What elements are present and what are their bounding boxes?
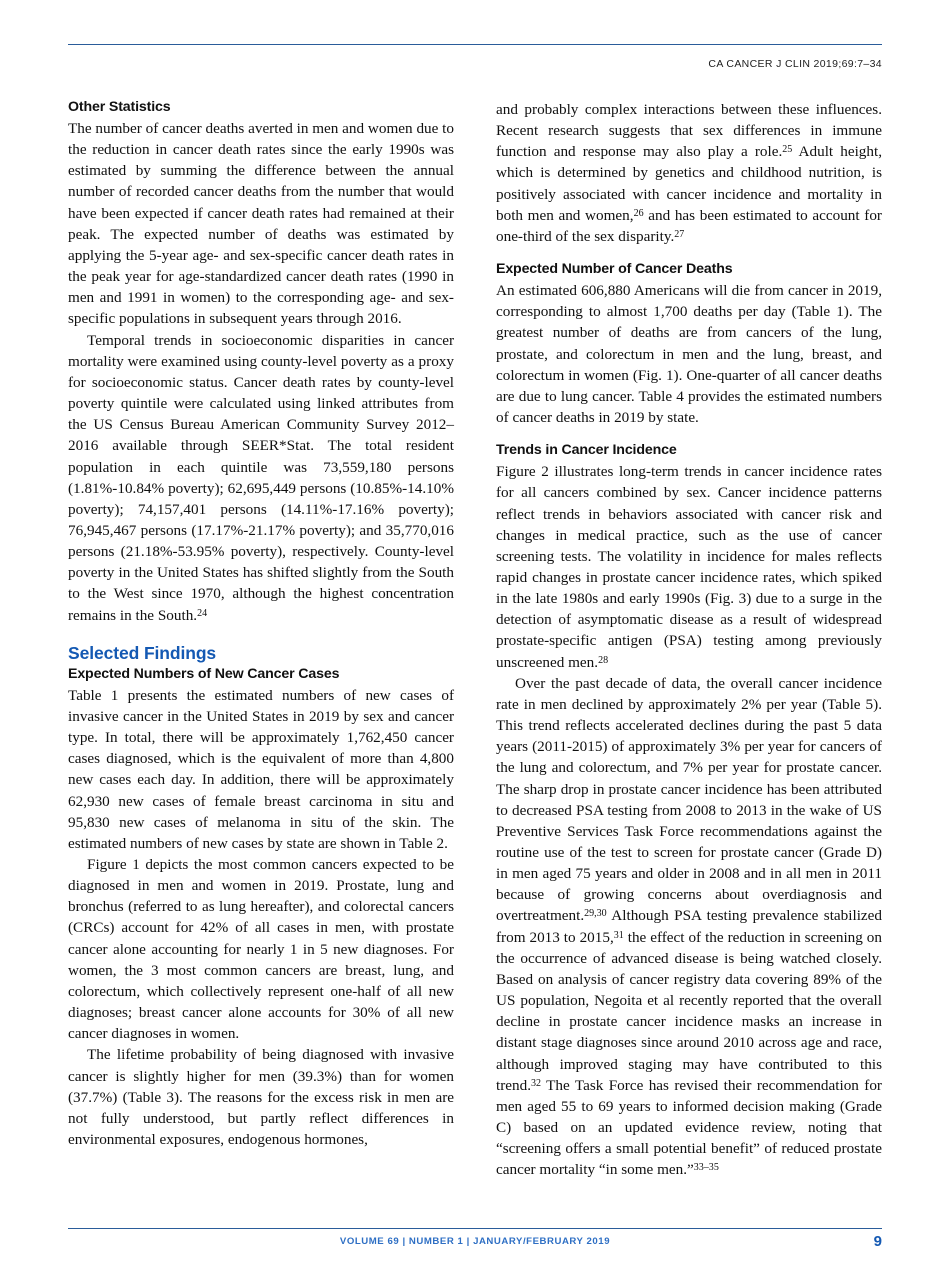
reference-marker: 26 — [633, 207, 644, 219]
reference-marker: 28 — [598, 654, 609, 666]
heading-trends-in-cancer-incidence: Trends in Cancer Incidence — [496, 442, 677, 459]
paragraph-incidence-trends — [496, 461, 882, 673]
page-footer — [68, 1228, 882, 1254]
paragraph-socioeconomic-disparities — [68, 330, 454, 626]
paragraph-text: The lifetime probability of being diagnosed with invasive cancer is slightly higher for men (39.3%) than for women (37.7%) (Table 3). The reasons for the excess risk in men are not fully understood, but partly reflect differences in environmental exposures, endogenous hormones, — [68, 1046, 454, 1149]
running-head-citation: CA CANCER J CLIN 2019;69:7–34 — [708, 58, 882, 70]
paragraph-deaths-averted — [68, 118, 454, 330]
body-columns — [68, 99, 882, 1194]
footer-volume-info: VOLUME 69 | NUMBER 1 | JANUARY/FEBRUARY 2019 — [339, 1236, 611, 1247]
heading-expected-new-cancer-cases: Expected Numbers of New Cancer Cases — [68, 665, 340, 682]
paragraph-past-decade-incidence — [496, 673, 882, 1181]
paragraph-text: Over the past decade of data, the overall cancer incidence rate in men declined by approximately 2% per year (Table 5). This trend reflects accelerated declines during the past 5 data years (2011-2015) of approximately 3% per year for cancers of the lung and colorectum, and 7% per year for prostate cancer. The sharp drop in prostate cancer incidence has been attributed to decreased PSA testing from 2008 to 2013 in the wake of US Preventive Services Task Force recommendations against the routine use of the test to screen for prostate cancer (Grade D) in men aged 75 years and older in 2008 and in all men in 2011 because of growing concerns about overdiagnosis and overtreatment. — [496, 674, 882, 925]
paragraph-lifetime-probability — [68, 1044, 454, 1150]
paragraph-text: The Task Force has revised their recommendation for men aged 55 to 69 years to informed decision making (Grade C) based on an updated evidence review, noting that “screening offers a small potential benefit” of reduced prostate cancer mortality “in some men.” — [496, 1076, 882, 1179]
reference-marker: 31 — [613, 929, 624, 941]
paragraph-table1-new-cases — [68, 685, 454, 854]
reference-marker: 25 — [782, 144, 793, 156]
heading-selected-findings: Selected Findings — [68, 642, 217, 663]
paragraph-expected-deaths — [496, 280, 882, 428]
reference-marker: 24 — [197, 607, 208, 619]
reference-marker: 32 — [531, 1077, 542, 1089]
paragraph-figure1-common-cancers — [68, 854, 454, 1044]
paragraph-text: Figure 1 depicts the most common cancers expected to be diagnosed in men and women in 2019. Prostate, lung and bronchus (referred to as lung hereafter), and colorectal cancers (CRCs) account for 42% of all cases in men, with prostate cancer alone accounting for nearly 1 in 5 new diagnoses. For women, the 3 most common cancers are breast, lung, and colorectum, which collectively represent one-half of all new diagnoses; breast cancer alone accounts for 30% of all new cancer diagnoses in women. — [68, 856, 454, 1043]
heading-other-statistics: Other Statistics — [68, 99, 171, 115]
running-head — [68, 44, 882, 72]
paragraph-text: Adult height, which is determined by genetics and childhood nutrition, is positively associated with cancer incidence and mortality in both men and women, — [496, 143, 883, 224]
paragraph-sex-differences-continued — [496, 99, 882, 247]
footer-page-number: 9 — [873, 1233, 882, 1250]
reference-marker: 33–35 — [693, 1162, 719, 1174]
paragraph-text: and probably complex interactions between these influences. Recent research suggests that sex differences in immune function and response may also play a role. — [496, 101, 882, 161]
paragraph-text: Temporal trends in socioeconomic disparities in cancer mortality were examined using county-level poverty as a proxy for socioeconomic status. Cancer death rates by county-level poverty quintile were calculated using linked attributes from the US Census Bureau American Community Survey 2012–2016 available through SEER*Stat. The total resident population in each quintile was 73,559,180 persons (1.81%-10.84% poverty); 62,695,449 persons (10.85%-14.10% poverty); 74,157,401 persons (14.11%-17.16% poverty); 76,945,467 persons (17.17%-21.17% poverty); and 35,770,016 persons (21.18%-53.95% poverty), respectively. County-level poverty in the United States has shifted slightly from the South to the West since 1970, although the highest concentration remains in the South. — [68, 331, 454, 624]
paragraph-text: The number of cancer deaths averted in men and women due to the reduction in cancer death rates since the early 1990s was estimated by summing the difference between the annual number of recorded cancer deaths from the number that would have been expected if cancer death rates had remained at their peak. The expected number of deaths was estimated by applying the 5-year age- and sex-specific cancer death rates in the peak year for age-standardized cancer death rates (1990 in men and 1991 in women) to the corresponding age- and sex-specific populations in subsequent years through 2016. — [68, 120, 454, 328]
reference-marker: 29,30 — [584, 908, 607, 920]
paragraph-text: Figure 2 illustrates long-term trends in cancer incidence rates for all cancers combined by sex. Cancer incidence patterns reflect trends in behaviors associated with cancer risk and changes in medical practice, such as the use of cancer screening tests. The volatility in incidence for males reflects rapid changes in prostate cancer incidence rates, which spiked in the late 1980s and early 1990s (Fig. 3) due to a surge in the detection of asymptomatic disease as a result of widespread prostate-specific antigen (PSA) testing among previously unscreened men. — [496, 463, 882, 671]
paragraph-text: and has been estimated to account for one-third of the sex disparity. — [496, 206, 882, 245]
footer-inner — [68, 1233, 882, 1254]
reference-marker: 27 — [674, 228, 685, 240]
right-column — [496, 99, 882, 1194]
paragraph-text: Although PSA testing prevalence stabilized from 2013 to 2015, — [496, 907, 882, 946]
paragraph-text: Table 1 presents the estimated numbers of new cases of invasive cancer in the United States in 2019 by sex and cancer type. In total, there will be approximately 1,762,450 cancer cases diagnosed, which is the equivalent of more than 4,800 new cases each day. In addition, there will be approximately 62,930 new cases of female breast carcinoma in situ and 95,830 new cases of melanoma in situ of the skin. The estimated numbers of new cases by state are shown in Table 2. — [68, 686, 454, 852]
heading-expected-number-cancer-deaths: Expected Number of Cancer Deaths — [496, 261, 733, 278]
paragraph-text: An estimated 606,880 Americans will die from cancer in 2019, corresponding to almost 1,700 deaths per day (Table 1). The greatest number of deaths are from cancers of the lung, prostate, and colorectum in men and the lung, breast, and colorectum in women (Fig. 1). One-quarter of all cancer deaths are due to lung cancer. Table 4 provides the estimated numbers of cancer deaths in 2019 by state. — [496, 282, 882, 427]
left-column — [68, 99, 454, 1194]
paragraph-text: the effect of the reduction in screening on the occurrence of advanced disease is being watched closely. Based on analysis of cancer registry data covering 89% of the US population, Negoita et al recently reported that the overall decline in prostate cancer incidence masks an increase in distant stage diagnoses since around 2010 across age and race, although improved staging may have contributed to this trend. — [496, 928, 882, 1094]
